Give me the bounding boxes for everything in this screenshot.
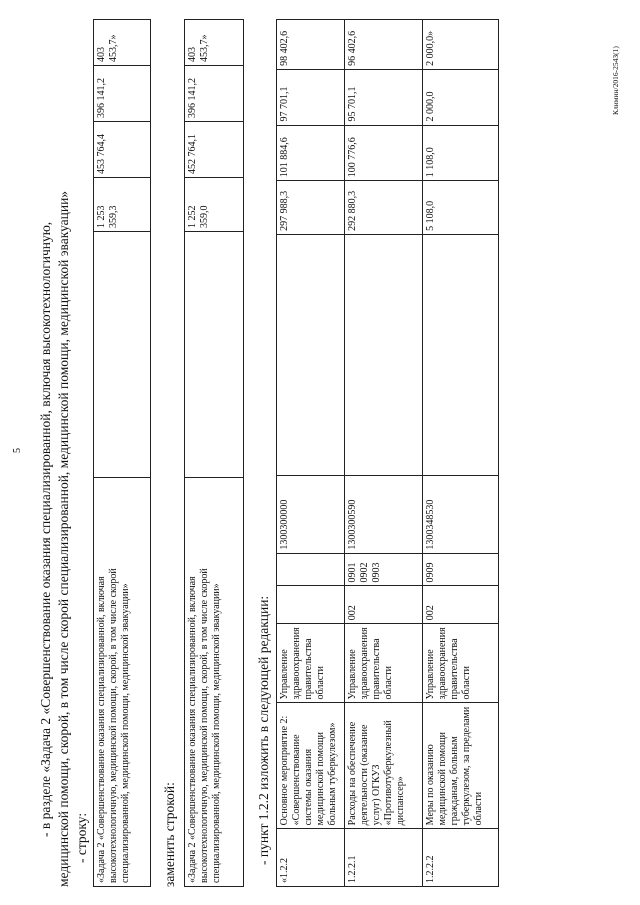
footer-code: Климин/2016-2543(1) bbox=[611, 46, 620, 115]
row-name: Расходы на обеспечение деятельности (оказание услуг) ОГКУЗ «Противотуберкулезный диспансер» bbox=[345, 703, 423, 829]
row-total: 292 880,3 bbox=[345, 181, 423, 235]
row-executor: Управление здравоохранения правительства области bbox=[345, 624, 423, 703]
row-total: 5 108,0 bbox=[423, 181, 499, 235]
row-2017: 95 701,1 bbox=[345, 69, 423, 125]
row-2016: 101 884,6 bbox=[277, 125, 345, 181]
row-executor: Управление здравоохранения правительства области bbox=[423, 624, 499, 703]
row-2017: 2 000,0 bbox=[423, 69, 499, 125]
row-name: Основное мероприятие 2: «Совершенствование системы оказания медицинской помощи больным туберкулезом» bbox=[277, 703, 345, 829]
old-row-2016: 453 764,4 bbox=[94, 122, 150, 178]
row-empty bbox=[423, 234, 499, 475]
point-label: - пункт 1.2.2 изложить в следующей редакции: bbox=[256, 595, 271, 865]
intro-line-3: - строку: bbox=[74, 812, 89, 863]
old-row-table bbox=[93, 19, 151, 887]
row-total: 297 988,3 bbox=[277, 181, 345, 235]
row-grbs: 002 bbox=[423, 586, 499, 624]
old-row-total: 1 253 359,3 bbox=[94, 178, 150, 232]
new-row-2018: 403 453,7» bbox=[185, 18, 243, 66]
row-2017: 97 701,1 bbox=[277, 69, 345, 125]
intro-line-1: - в разделе «Задача 2 «Совершенствование оказания специализированной, включая высокотехнологичную, bbox=[38, 221, 53, 837]
new-row-table bbox=[184, 19, 244, 887]
table-row bbox=[345, 20, 423, 887]
table-row bbox=[423, 20, 499, 887]
row-name: Меры по оказанию медицинской помощи гражданам, больным туберкулезом, за пределами области bbox=[423, 703, 499, 829]
row-2016: 1 108,0 bbox=[423, 125, 499, 181]
row-2018: 98 402,6 bbox=[277, 20, 345, 70]
row-grbs: 002 bbox=[345, 586, 423, 624]
row-csr: 1300300590 bbox=[345, 475, 423, 553]
new-row-total: 1 252 359,0 bbox=[185, 178, 243, 232]
row-empty bbox=[277, 234, 345, 475]
row-grbs bbox=[277, 586, 345, 624]
row-csr: 1300348530 bbox=[423, 475, 499, 553]
row-2018: 96 402,6 bbox=[345, 20, 423, 70]
row-no: 1.2.2.2 bbox=[423, 829, 499, 887]
row-no: 1.2.2.1 bbox=[345, 829, 423, 887]
program-table bbox=[276, 19, 499, 887]
new-row-empty bbox=[185, 232, 243, 478]
old-row-text: «Задача 2 «Совершенствование оказания специализированной, включая высокотехнологичную, медицинской помощи, скорой, в том числе скорой специализированной, медицинской помощи, медицинской эвакуации» bbox=[96, 568, 131, 883]
row-csr: 1300300000 bbox=[277, 475, 345, 553]
table-row bbox=[277, 20, 345, 887]
old-row-2018: 403 453,7» bbox=[94, 18, 150, 66]
row-rzpr: 0909 bbox=[423, 553, 499, 586]
row-2018: 2 000,0» bbox=[423, 20, 499, 70]
row-no: «1.2.2 bbox=[277, 829, 345, 887]
row-rzpr: 0901 0902 0903 bbox=[345, 553, 423, 586]
old-row-empty bbox=[94, 232, 150, 478]
row-rzpr bbox=[277, 553, 345, 586]
row-executor: Управление здравоохранения правительства области bbox=[277, 624, 345, 703]
row-empty bbox=[345, 234, 423, 475]
new-row-2017: 396 141,2 bbox=[185, 66, 243, 122]
intro-line-2: медицинской помощи, скорой, в том числе скорой специализированной, медицинской помощи, медицинской эвакуации» bbox=[56, 190, 71, 887]
new-row-text: «Задача 2 «Совершенствование оказания специализированной, включая высокотехнологичную, медицинской помощи, скорой, в том числе скорой специализированной, медицинской помощи, медицинской эвакуации» bbox=[187, 568, 222, 883]
replace-label: заменить строкой: bbox=[162, 782, 177, 887]
row-2016: 100 776,6 bbox=[345, 125, 423, 181]
old-row-2017: 396 141,2 bbox=[94, 66, 150, 122]
new-row-2016: 452 764,1 bbox=[185, 122, 243, 178]
page-number: 5 bbox=[12, 448, 23, 453]
